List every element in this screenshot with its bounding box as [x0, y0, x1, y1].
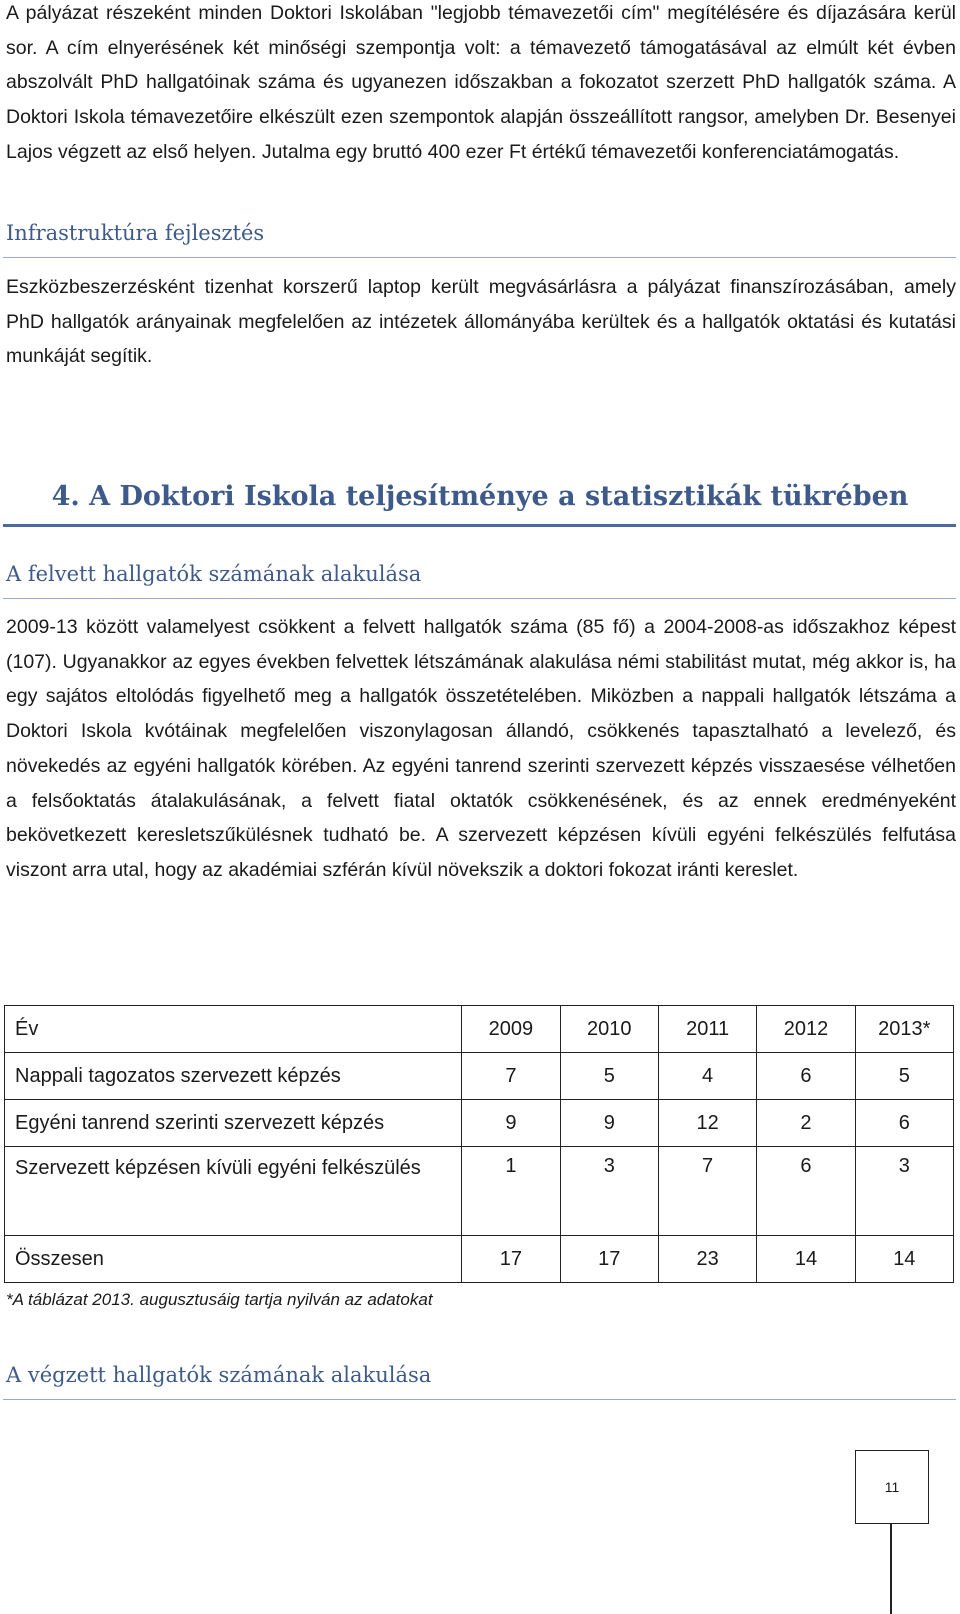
table-cell: 6: [855, 1100, 953, 1147]
table-cell: 6: [757, 1053, 855, 1100]
chapter-title: 4. A Doktori Iskola teljesítménye a statisztikák tükrében: [51, 481, 909, 512]
heading-underline: [3, 1399, 956, 1400]
page-number: 11: [855, 1450, 929, 1524]
table-total-row: [5, 1236, 954, 1283]
row-label: Nappali tagozatos szervezett képzés: [5, 1053, 462, 1100]
table-header-cell: 2013*: [855, 1006, 953, 1053]
table-header-cell: Év: [5, 1006, 462, 1053]
table-cell: 14: [855, 1236, 953, 1283]
table-cell: 14: [757, 1236, 855, 1283]
graduated-heading: A végzett hallgatók számának alakulása: [6, 1363, 432, 1387]
table-cell: 17: [560, 1236, 658, 1283]
table-cell: 9: [462, 1100, 560, 1147]
table-cell: 9: [560, 1100, 658, 1147]
row-label: Egyéni tanrend szerinti szervezett képzés: [5, 1100, 462, 1147]
table-row: [5, 1100, 954, 1147]
table-header-cell: 2010: [560, 1006, 658, 1053]
table-header-cell: 2009: [462, 1006, 560, 1053]
table-footnote: *A táblázat 2013. augusztusáig tartja nyilván az adatokat: [6, 1290, 433, 1309]
table-header-cell: 2012: [757, 1006, 855, 1053]
chapter-underline: [3, 524, 956, 527]
table-cell: 17: [462, 1236, 560, 1283]
admitted-paragraph: 2009-13 között valamelyest csökkent a felvett hallgatók száma (85 fő) a 2004-2008-as időszakhoz képest (107). Ugyanakkor az egyes években felvettek létszámának alakulása némi stabilitást mutat, még akkor is, ha egy sajátos eltolódás figyelhető meg a hallgatók összetételében. Miközben a nappali hallgatók létszáma a Doktori Iskola kvótáinak megfelelően viszonylagosan állandó, csökkenés tapasztalható a levelező, és növekedés az egyéni hallgatók körében. Az egyéni tanrend szerinti szervezett képzés visszaesése vélhetően a felsőoktatás átalakulásának, a felvett fiatal oktatók csökkenésének, és az ennek eredményeként bekövetkezett keresletszűkülésnek tudható be. A szervezett képzésen kívüli egyéni felkészülés felfutása viszont arra utal, hogy az akadémiai szférán kívül növekszik a doktori fokozat iránti kereslet.: [6, 616, 956, 881]
table-cell: 5: [855, 1053, 953, 1100]
page-number-connector: [890, 1523, 892, 1614]
heading-underline: [3, 257, 956, 258]
table-cell: 3: [855, 1147, 953, 1236]
table-row: [5, 1053, 954, 1100]
row-label: Szervezett képzésen kívüli egyéni felkészülés: [5, 1147, 462, 1236]
table-cell: 4: [658, 1053, 756, 1100]
table-cell: 23: [658, 1236, 756, 1283]
table-cell: 7: [658, 1147, 756, 1236]
infrastructure-paragraph: Eszközbeszerzésként tizenhat korszerű laptop került megvásárlásra a pályázat finanszírozásában, amely PhD hallgatók arányainak megfelelően az intézetek állományába kerültek és a hallgatók oktatási és kutatási munkáját segítik.: [6, 276, 956, 368]
table-row: [5, 1147, 954, 1236]
admitted-students-table: [4, 1005, 954, 1283]
table-cell: 1: [462, 1147, 560, 1236]
row-label: Összesen: [5, 1236, 462, 1283]
intro-paragraph: A pályázat részeként minden Doktori Iskolában "legjobb témavezetői cím" megítélésére és díjazására kerül sor. A cím elnyerésének két minőségi szempontja volt: a témavezető támogatásával az elmúlt két évben abszolvált PhD hallgatóinak száma és ugyanezen időszakban a fokozatot szerzett PhD hallgatók száma. A Doktori Iskola témavezetőire elkészült ezen szempontok alapján összeállított rangsor, amelyben Dr. Besenyei Lajos végzett az első helyen. Jutalma egy bruttó 400 ezer Ft értékű témavezetői konferenciatámogatás.: [6, 2, 956, 163]
table-cell: 12: [658, 1100, 756, 1147]
table-cell: 3: [560, 1147, 658, 1236]
table-cell: 2: [757, 1100, 855, 1147]
table-cell: 6: [757, 1147, 855, 1236]
table-cell: 5: [560, 1053, 658, 1100]
table-cell: 7: [462, 1053, 560, 1100]
admitted-heading: A felvett hallgatók számának alakulása: [6, 562, 422, 586]
heading-underline: [3, 598, 956, 599]
table-header-cell: 2011: [658, 1006, 756, 1053]
table-header-row: [5, 1006, 954, 1053]
infrastructure-heading: Infrastruktúra fejlesztés: [6, 221, 265, 245]
